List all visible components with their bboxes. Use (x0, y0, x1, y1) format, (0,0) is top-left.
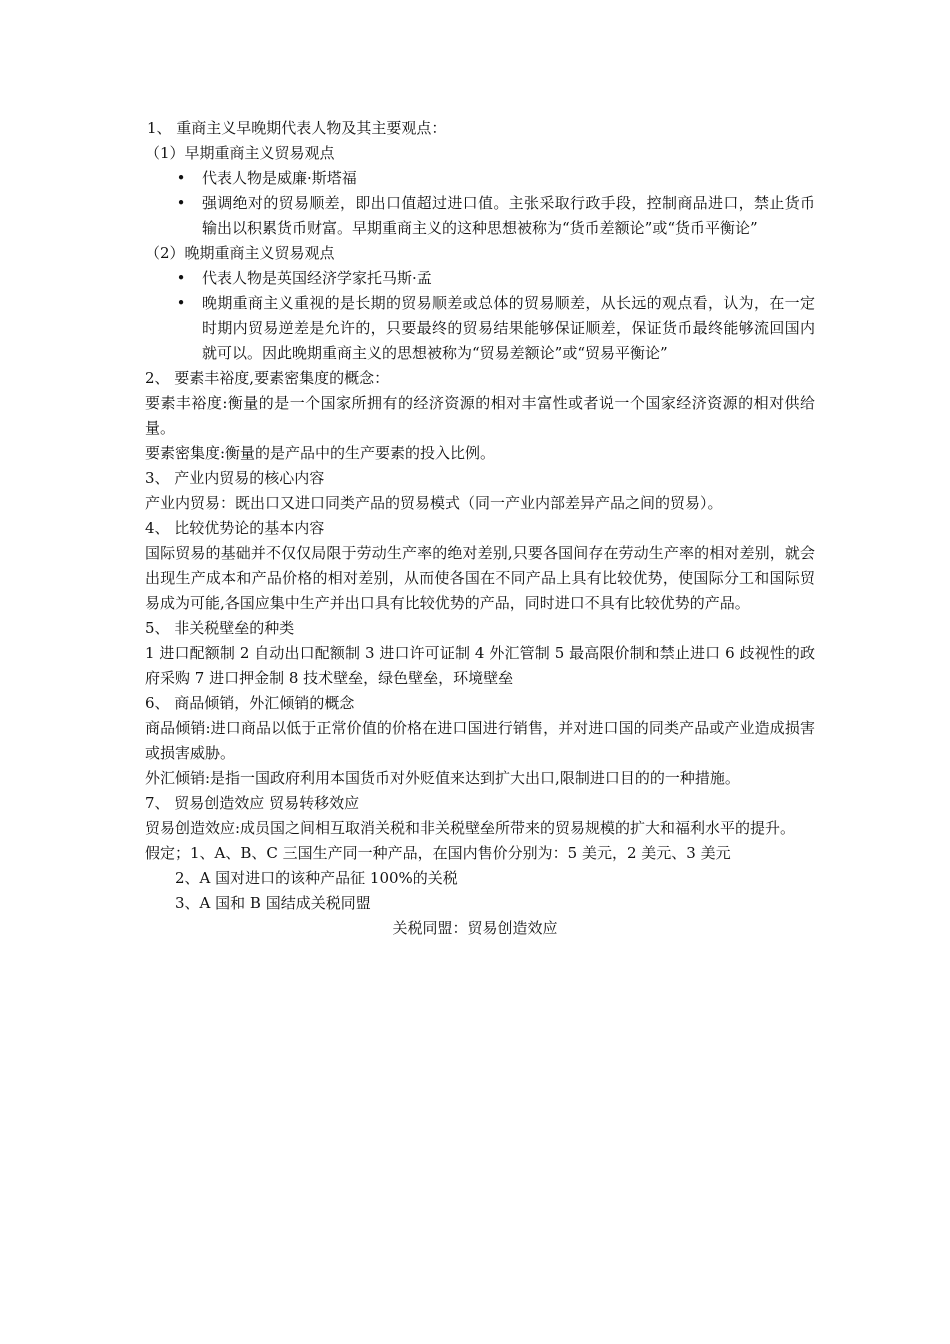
bullet-icon: • (176, 269, 186, 287)
subsection-1-1-bullets (145, 166, 815, 241)
section-6-heading: 6、 商品倾销，外汇倾销的概念 (145, 694, 355, 712)
bullet-item (145, 166, 815, 191)
section-7-heading: 7、 贸易创造效应 贸易转移效应 (145, 794, 360, 812)
section-4-heading: 4、 比较优势论的基本内容 (145, 519, 325, 537)
section-1-heading: 1、 重商主义早晚期代表人物及其主要观点： (147, 119, 447, 137)
subsection-1-2-bullets (145, 266, 815, 366)
bullet-item (145, 266, 815, 291)
subsection-1-2-heading: （2）晚期重商主义贸易观点 (145, 244, 335, 262)
assumption-line: 2、A 国对进口的该种产品征 100%的关税 (175, 869, 458, 887)
bullet-item (145, 191, 815, 241)
paragraph: 商品倾销:进口商品以低于正常价值的价格在进口国进行销售，并对进口国的同类产品或产业造成损害或损害威胁。 (145, 719, 815, 762)
bullet-icon: • (176, 294, 186, 312)
subsection-1-1-heading: （1）早期重商主义贸易观点 (145, 144, 335, 162)
document-body (145, 116, 815, 941)
paragraph: 要素丰裕度:衡量的是一个国家所拥有的经济资源的相对丰富性或者说一个国家经济资源的相对供给量。 (145, 394, 815, 437)
paragraph: 要素密集度:衡量的是产品中的生产要素的投入比例。 (145, 444, 496, 462)
paragraph: 国际贸易的基础并不仅仅局限于劳动生产率的绝对差别,只要各国间存在劳动生产率的相对差别，就会出现生产成本和产品价格的相对差别，从而使各国在不同产品上具有比较优势，使国际分工和国际贸易成为可能,各国应集中生产并出口具有比较优势的产品，同时进口不具有比较优势的产品。 (145, 544, 815, 612)
bullet-text: 代表人物是威廉·斯塔福 (202, 169, 357, 187)
paragraph: 外汇倾销:是指一国政府利用本国货币对外贬值来达到扩大出口,限制进口目的的一种措施。 (145, 769, 740, 787)
bullet-item (145, 291, 815, 366)
centered-caption: 关税同盟：贸易创造效应 (392, 919, 558, 937)
assumption-line: 3、A 国和 B 国结成关税同盟 (175, 894, 371, 912)
bullet-text: 强调绝对的贸易顺差，即出口值超过进口值。主张采取行政手段，控制商品进口，禁止货币输出以积累货币财富。早期重商主义的这种思想被称为“货币差额论”或“货币平衡论” (202, 194, 815, 237)
section-5-heading: 5、 非关税壁垒的种类 (145, 619, 295, 637)
paragraph: 1 进口配额制 2 自动出口配额制 3 进口许可证制 4 外汇管制 5 最高限价制和禁止进口 6 歧视性的政府采购 7 进口押金制 8 技术壁垒，绿色壁垒，环境壁垒 (145, 644, 815, 687)
paragraph: 假定；1、A、B、C 三国生产同一种产品，在国内售价分别为：5 美元，2 美元、3 美元 (145, 844, 731, 862)
bullet-text: 晚期重商主义重视的是长期的贸易顺差或总体的贸易顺差，从长远的观点看，认为，在一定时期内贸易逆差是允许的，只要最终的贸易结果能够保证顺差，保证货币最终能够流回国内就可以。因此晚期重商主义的思想被称为“贸易差额论”或“贸易平衡论” (202, 294, 815, 362)
bullet-icon: • (176, 169, 186, 187)
bullet-text: 代表人物是英国经济学家托马斯·孟 (202, 269, 432, 287)
section-3-heading: 3、 产业内贸易的核心内容 (145, 469, 325, 487)
bullet-icon: • (176, 194, 186, 212)
paragraph: 贸易创造效应:成员国之间相互取消关税和非关税壁垒所带来的贸易规模的扩大和福利水平的提升。 (145, 819, 796, 837)
section-2-heading: 2、 要素丰裕度,要素密集度的概念： (145, 369, 390, 387)
paragraph: 产业内贸易：既出口又进口同类产品的贸易模式（同一产业内部差异产品之间的贸易）。 (145, 494, 723, 512)
